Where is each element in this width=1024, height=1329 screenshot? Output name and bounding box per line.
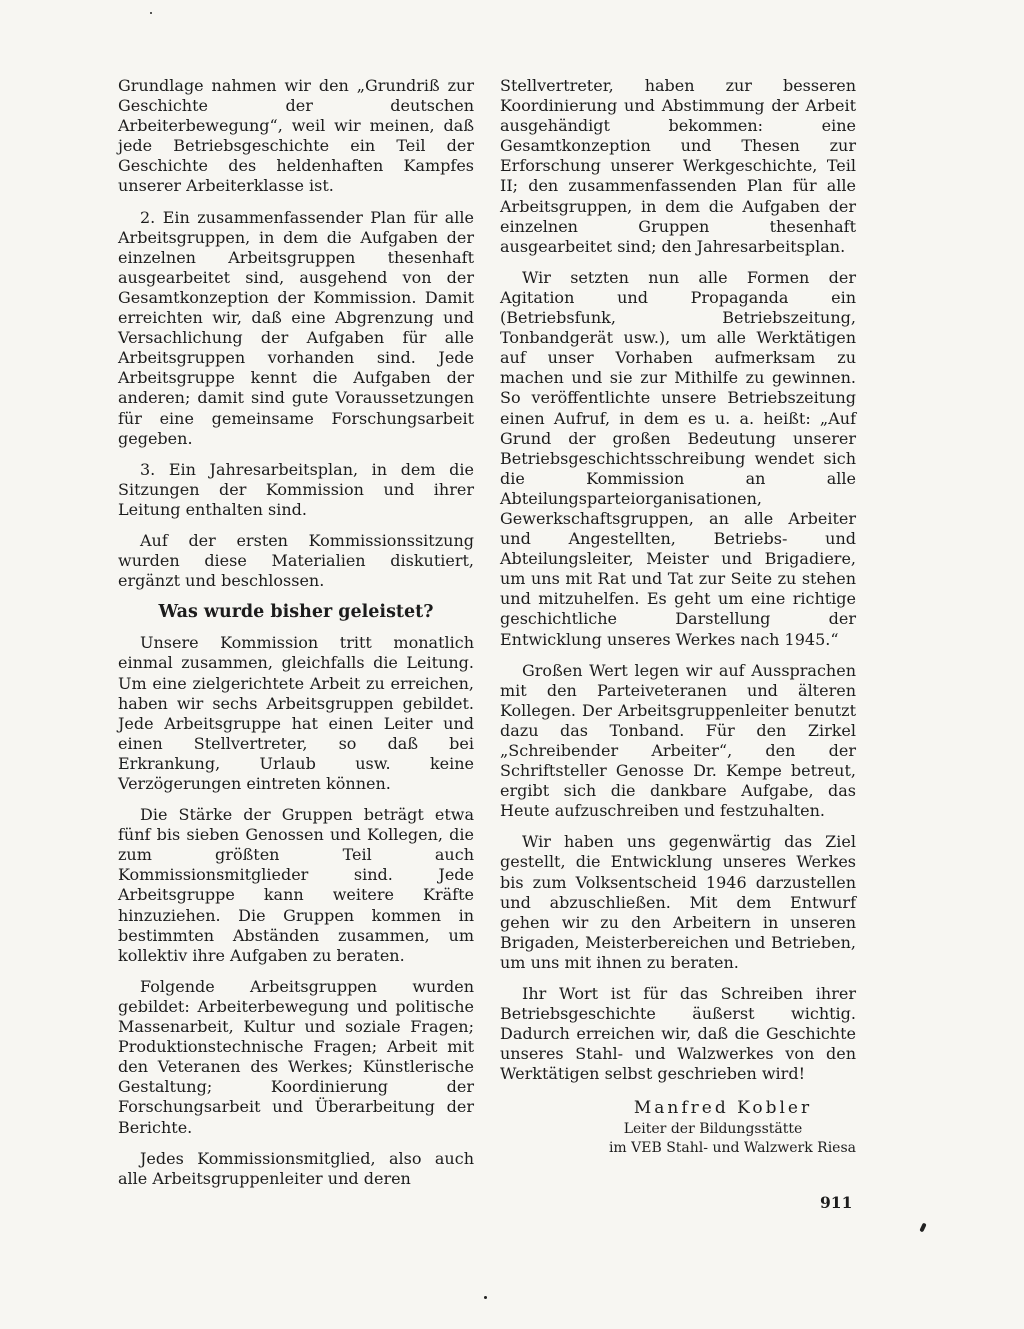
scan-speck bbox=[919, 1223, 926, 1233]
paragraph: Stellvertreter, haben zur besseren Koordinierung und Abstimmung der Arbeit ausgehändigt bekommen: eine Gesamtkonzeption und Thesen zur Erforschung unserer Werkgeschichte, Teil II; den zusammenfassenden Plan für alle Arbeitsgruppen, in dem die Aufgaben der einzelnen Gruppen thesenhaft ausgearbeitet sind; den Jahresarbeitsplan. bbox=[500, 76, 856, 256]
scan-speck bbox=[150, 12, 152, 14]
paragraph: Wir haben uns gegenwärtig das Ziel gestellt, die Entwicklung unseres Werkes bis zum Volksentscheid 1946 darzustellen und abzuschließen. Mit dem Entwurf gehen wir zu den Arbeitern in unseren Brigaden, Meisterbereichen und Betrieben, um uns mit ihnen zu beraten. bbox=[500, 832, 856, 972]
left-column bbox=[118, 76, 474, 1200]
paragraph: Unsere Kommission tritt monatlich einmal zusammen, gleichfalls die Leitung. Um eine zielgerichtete Arbeit zu erreichen, haben wir sechs Arbeitsgruppen gebildet. Jede Arbeitsgruppe hat einen Leiter und einen Stellvertreter, so daß bei Erkrankung, Urlaub usw. keine Verzögerungen eintreten können. bbox=[118, 633, 474, 793]
right-column bbox=[500, 76, 856, 1158]
paragraph: Grundlage nahmen wir den „Grundriß zur Geschichte der deutschen Arbeiterbewegung“, weil wir meinen, daß jede Betriebsgeschichte ein Teil der Geschichte des heldenhaften Kampfes unserer Arbeiterklasse ist. bbox=[118, 76, 474, 196]
paragraph: Folgende Arbeitsgruppen wurden gebildet: Arbeiterbewegung und politische Massenarbeit, Kultur und soziale Fragen; Produktionstechnische Fragen; Arbeit mit den Veteranen des Werkes; Künstlerische Gestaltung; Koordinierung der Forschungsarbeit und Überarbeitung der Berichte. bbox=[118, 976, 474, 1137]
paragraph: Ihr Wort ist für das Schreiben ihrer Betriebsgeschichte äußerst wichtig. Dadurch erreichen wir, daß die Geschichte unseres Stahl- und Walzwerkes von den Werktätigen selbst geschrieben wird! bbox=[500, 984, 856, 1084]
author-name: Manfred Kobler bbox=[633, 1097, 813, 1118]
author-role: Leiter der Bildungsstätte bbox=[623, 1120, 803, 1137]
signature-block bbox=[500, 1096, 856, 1158]
paragraph: 3. Ein Jahresarbeitsplan, in dem die Sitzungen der Kommission und ihrer Leitung enthalten sind. bbox=[118, 459, 474, 519]
paragraph: 2. Ein zusammenfassender Plan für alle Arbeitsgruppen, in dem die Aufgaben der einzelnen Arbeitsgruppen thesenhaft ausgearbeitet sind, ausgehend von der Gesamtkonzeption der Kommission. Damit erreichten wir, daß eine Abgrenzung und Versachlichung der Aufgaben für alle Arbeitsgruppen vorhanden sind. Jede Arbeitsgruppe kennt die Aufgaben der anderen; damit sind gute Voraussetzungen für eine gemeinsame Forschungsarbeit gegeben. bbox=[118, 207, 474, 448]
paragraph: Die Stärke der Gruppen beträgt etwa fünf bis sieben Genossen und Kollegen, die zum größten Teil auch Kommissionsmitglieder sind. Jede Arbeitsgruppe kann weitere Kräfte hinzuziehen. Die Gruppen kommen in bestimmten Abständen zusammen, um kollektiv ihre Aufgaben zu beraten. bbox=[118, 805, 474, 965]
page-number: 911 bbox=[820, 1193, 853, 1212]
section-heading: Was wurde bisher geleistet? bbox=[158, 602, 434, 623]
paragraph: Wir setzten nun alle Formen der Agitation und Propaganda ein (Betriebsfunk, Betriebszeitung, Tonbandgerät usw.), um alle Werktätigen auf unser Vorhaben aufmerksam zu machen und sie zur Mithilfe zu gewinnen. So veröffentlichte unsere Betriebszeitung einen Aufruf, in dem es u. a. heißt: „Auf Grund der großen Bedeutung unserer Betriebsgeschichtsschreibung wendet sich die Kommission an alle Abteilungsparteiorganisationen, Gewerkschaftsgruppen, an alle Arbeiter und Angestellten, Betriebs- und Abteilungsleiter, Meister und Brigadiere, um uns mit Rat und Tat zur Seite zu stehen und mitzuhelfen. Es geht um eine richtige geschichtliche Darstellung der Entwicklung unseres Werkes nach 1945.“ bbox=[500, 267, 856, 649]
scan-speck bbox=[484, 1296, 487, 1299]
paragraph: Auf der ersten Kommissionssitzung wurden diese Materialien diskutiert, ergänzt und beschlossen. bbox=[118, 530, 474, 591]
author-affiliation: im VEB Stahl- und Walzwerk Riesa bbox=[608, 1139, 856, 1156]
paragraph: Jedes Kommissionsmitglied, also auch alle Arbeitsgruppenleiter und deren bbox=[118, 1148, 474, 1188]
paragraph: Großen Wert legen wir auf Aussprachen mit den Parteiveteranen und älteren Kollegen. Der Arbeitsgruppenleiter benutzt dazu das Tonband. Für den Zirkel „Schreibender Arbeiter“, den der Schriftsteller Genosse Dr. Kempe betreut, ergibt sich die dankbare Aufgabe, das Heute aufzuschreiben und festzuhalten. bbox=[500, 660, 856, 821]
